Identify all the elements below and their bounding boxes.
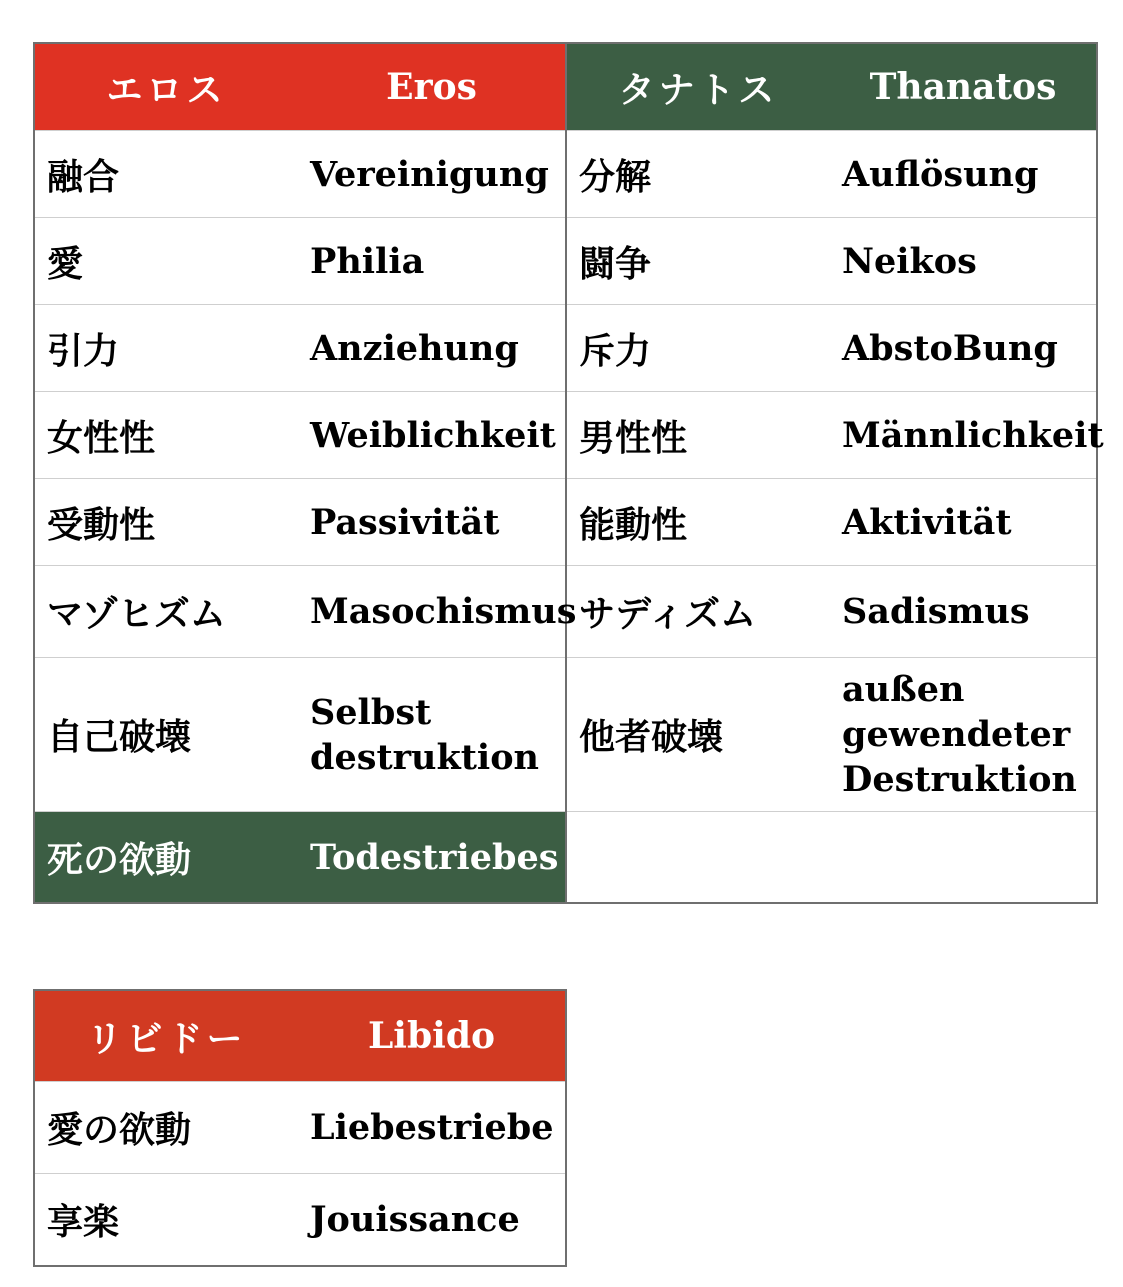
empty-cell — [566, 812, 1097, 904]
thanatos-de-cell: Auflösung — [830, 131, 1097, 218]
total-de-cell: Todestriebes — [298, 812, 566, 904]
header-libido-de: Libido — [298, 990, 566, 1082]
eros-de-cell: Selbst destruktion — [298, 658, 566, 812]
header-eros-de: Eros — [298, 43, 566, 131]
eros-de-cell: Passivität — [298, 479, 566, 566]
thanatos-jp-cell: 斥力 — [566, 305, 830, 392]
table-row — [34, 218, 1097, 305]
eros-jp-cell: 女性性 — [34, 392, 298, 479]
table-row — [34, 1174, 566, 1267]
table-row — [34, 131, 1097, 218]
table-row — [34, 479, 1097, 566]
header-eros-jp: エロス — [34, 43, 298, 131]
thanatos-jp-cell: サディズム — [566, 566, 830, 658]
table-row — [34, 305, 1097, 392]
table-row — [34, 658, 1097, 812]
thanatos-jp-cell: 闘争 — [566, 218, 830, 305]
libido-jp-cell: 享楽 — [34, 1174, 298, 1267]
thanatos-de-cell: AbstoBung — [830, 305, 1097, 392]
eros-de-cell: Anziehung — [298, 305, 566, 392]
table-header-row — [34, 43, 1097, 131]
header-thanatos-de: Thanatos — [830, 43, 1097, 131]
libido-de-cell: Liebestriebe — [298, 1082, 566, 1174]
eros-de-cell: Masochismus — [298, 566, 566, 658]
thanatos-de-cell: Aktivität — [830, 479, 1097, 566]
eros-de-cell: Philia — [298, 218, 566, 305]
eros-jp-cell: 愛 — [34, 218, 298, 305]
libido-table — [33, 989, 567, 1267]
libido-jp-cell: 愛の欲動 — [34, 1082, 298, 1174]
eros-jp-cell: 引力 — [34, 305, 298, 392]
eros-de-cell: Weiblichkeit — [298, 392, 566, 479]
table-row — [34, 392, 1097, 479]
total-jp-cell: 死の欲動 — [34, 812, 298, 904]
header-libido-jp: リビドー — [34, 990, 298, 1082]
thanatos-de-cell: Sadismus — [830, 566, 1097, 658]
eros-jp-cell: 受動性 — [34, 479, 298, 566]
eros-thanatos-table — [33, 42, 1104, 904]
total-row — [34, 812, 1097, 904]
eros-de-cell: Vereinigung — [298, 131, 566, 218]
thanatos-jp-cell: 他者破壊 — [566, 658, 830, 812]
thanatos-de-cell: Männlichkeit — [830, 392, 1097, 479]
thanatos-de-cell: außen gewendeter Destruktion — [830, 658, 1097, 812]
table-row — [34, 566, 1097, 658]
thanatos-de-cell: Neikos — [830, 218, 1097, 305]
eros-jp-cell: 融合 — [34, 131, 298, 218]
thanatos-jp-cell: 分解 — [566, 131, 830, 218]
libido-de-cell: Jouissance — [298, 1174, 566, 1267]
table-header-row — [34, 990, 566, 1082]
eros-jp-cell: マゾヒズム — [34, 566, 298, 658]
header-thanatos-jp: タナトス — [566, 43, 830, 131]
table-row — [34, 1082, 566, 1174]
thanatos-jp-cell: 男性性 — [566, 392, 830, 479]
thanatos-jp-cell: 能動性 — [566, 479, 830, 566]
eros-jp-cell: 自己破壊 — [34, 658, 298, 812]
